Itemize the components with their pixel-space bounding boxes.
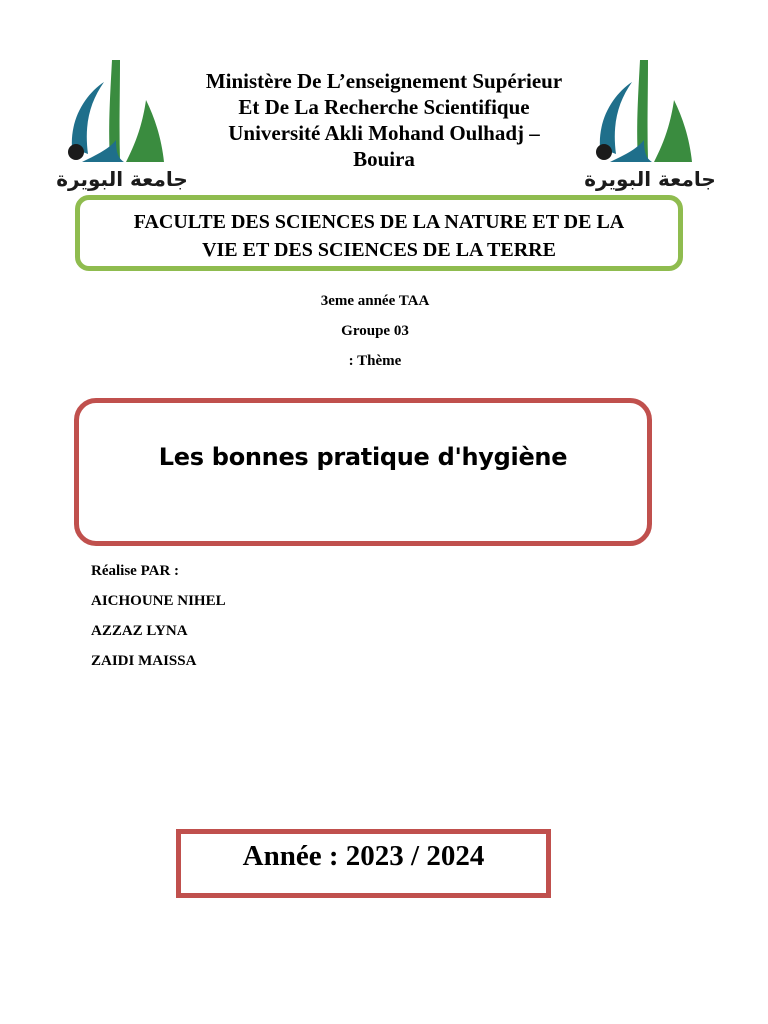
ministry-line-4: Bouira [353,147,415,171]
group-label: Groupe 03 [341,323,409,339]
ministry-header [196,68,572,172]
author-name: AICHOUNE NIHEL [91,593,226,609]
authors-label: Réalise PAR : [91,563,180,579]
university-logo-right [584,58,716,193]
ministry-line-1: Ministère De L’enseignement Supérieur [205,69,563,93]
ministry-line-2: Et De La Recherche Scientifique [238,95,530,119]
university-emblem-icon [584,58,716,193]
academic-year: Année : 2023 / 2024 [242,840,485,872]
author-name: AZZAZ LYNA [91,623,188,639]
faculty-line-1: FACULTE DES SCIENCES DE LA NATURE ET DE LA [133,211,625,233]
university-logo-left [56,58,188,193]
authors-block [91,556,226,676]
theme-label: : Thème [348,353,402,369]
university-emblem-icon [56,58,188,193]
faculty-box [75,195,683,271]
faculty-line-2: VIE ET DES SCIENCES DE LA TERRE [202,239,556,261]
academic-year-box [176,829,551,898]
author-name: ZAIDI MAISSA [91,653,197,669]
logo-caption: جامعة البويرة [56,167,188,191]
ministry-line-3: Université Akli Mohand Oulhadj – [228,121,540,145]
logo-caption: جامعة البويرة [584,167,716,191]
theme-box [74,398,652,546]
theme-title: Les bonnes pratique d'hygiène [158,443,568,471]
year-level: 3eme année TAA [320,293,430,309]
